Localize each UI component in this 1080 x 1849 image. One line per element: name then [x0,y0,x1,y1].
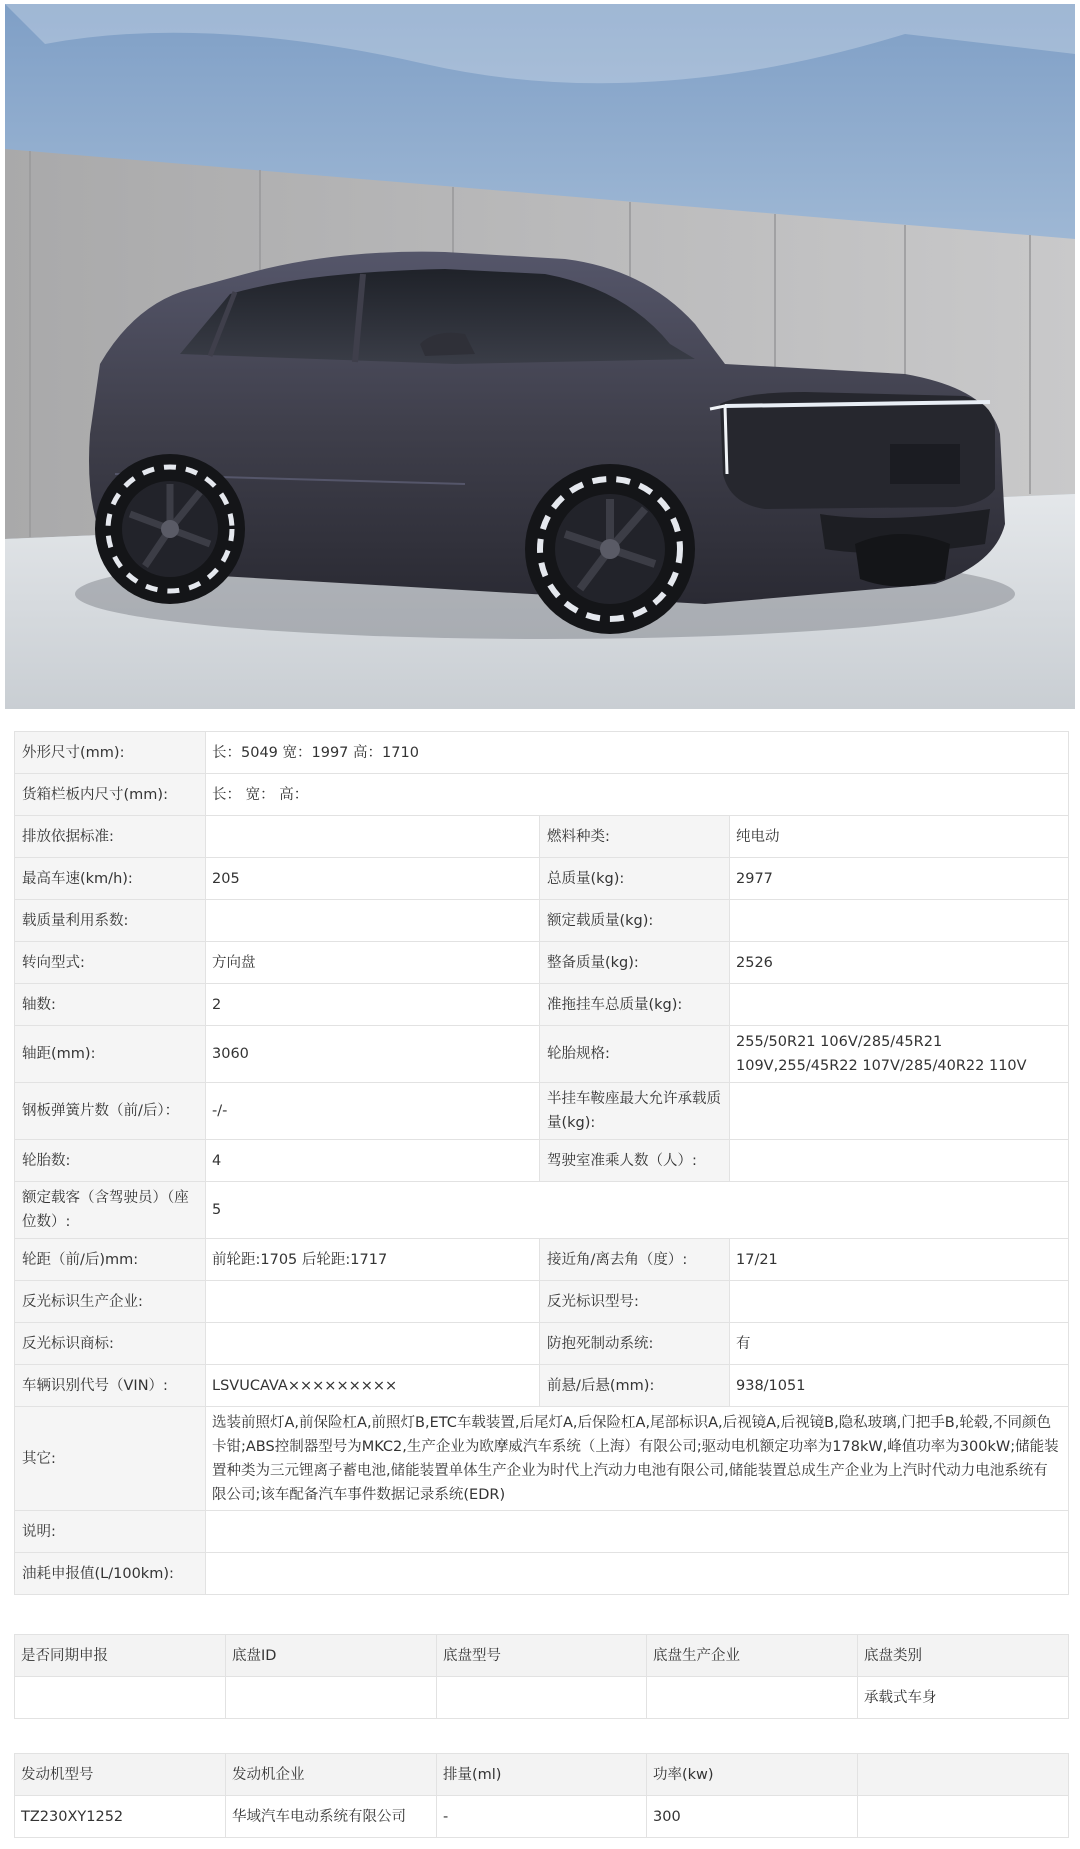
chassis-header-cell: 是否同期申报 [15,1635,226,1677]
spec-label: 准拖挂车总质量(kg): [540,984,730,1026]
spec-label: 钢板弹簧片数（前/后）： [15,1083,206,1140]
spec-label: 整备质量(kg): [540,942,730,984]
spec-label: 驾驶室准乘人数（人）: [540,1140,730,1182]
spec-row [15,1239,1069,1281]
vehicle-photo [5,4,1075,709]
spec-label: 防抱死制动系统: [540,1323,730,1365]
spec-value: 2526 [730,942,1069,984]
spec-label: 最高车速(km/h): [15,858,206,900]
spec-label: 燃料种类: [540,816,730,858]
engine-value-cell: TZ230XY1252 [15,1796,226,1838]
spec-value [730,1281,1069,1323]
chassis-header-cell: 底盘ID [226,1635,437,1677]
spec-value: 4 [206,1140,540,1182]
spec-value [206,1511,1069,1553]
spec-value: 2 [206,984,540,1026]
spec-value: 3060 [206,1026,540,1083]
spec-label: 排放依据标准: [15,816,206,858]
spec-label: 总质量(kg): [540,858,730,900]
spec-value [730,984,1069,1026]
spec-label: 车辆识别代号（VIN）: [15,1365,206,1407]
spec-label: 轮胎数: [15,1140,206,1182]
spec-value: 前轮距:1705 后轮距:1717 [206,1239,540,1281]
spec-row [15,774,1069,816]
chassis-value-cell [647,1677,858,1719]
spec-row [15,816,1069,858]
spec-value: 938/1051 [730,1365,1069,1407]
spec-row [15,1365,1069,1407]
spec-row [15,1553,1069,1595]
engine-value-cell: 300 [647,1796,858,1838]
spec-row [15,1407,1069,1511]
spec-row [15,900,1069,942]
engine-header-cell: 功率(kw) [647,1754,858,1796]
spec-label: 反光标识商标: [15,1323,206,1365]
car-illustration [5,4,1075,709]
spec-value [206,900,540,942]
spec-label: 反光标识型号: [540,1281,730,1323]
spec-value [206,1553,1069,1595]
spec-value: 长：5049 宽：1997 高：1710 [206,732,1069,774]
chassis-table [14,1634,1069,1719]
spec-label: 额定载质量(kg): [540,900,730,942]
spec-label: 转向型式: [15,942,206,984]
spec-row [15,942,1069,984]
spec-label: 前悬/后悬(mm): [540,1365,730,1407]
spec-label: 额定载客（含驾驶员）（座位数）: [15,1182,206,1239]
chassis-value-cell: 承载式车身 [858,1677,1069,1719]
chassis-header-cell: 底盘生产企业 [647,1635,858,1677]
spec-row [15,1026,1069,1083]
spec-label: 轮距（前/后)mm: [15,1239,206,1281]
spec-value [730,1140,1069,1182]
chassis-value-cell [437,1677,647,1719]
spec-value [730,1083,1069,1140]
engine-header-cell: 发动机企业 [226,1754,437,1796]
engine-header-cell: 发动机型号 [15,1754,226,1796]
spec-value: 纯电动 [730,816,1069,858]
spec-row [15,1083,1069,1140]
rear-wheel [95,454,245,604]
spec-label: 轮胎规格: [540,1026,730,1083]
spec-row [15,1511,1069,1553]
engine-header-cell: 排量(ml) [437,1754,647,1796]
spec-value [730,900,1069,942]
spec-label: 接近角/离去角（度）: [540,1239,730,1281]
spec-label: 半挂车鞍座最大允许承载质量(kg): [540,1083,730,1140]
spec-value: 长： 宽： 高： [206,774,1069,816]
spec-label: 载质量利用系数: [15,900,206,942]
spec-row [15,1323,1069,1365]
spec-value: 5 [206,1182,1069,1239]
spec-value: 2977 [730,858,1069,900]
engine-value-row [15,1796,1069,1838]
spec-label: 货箱栏板内尺寸(mm): [15,774,206,816]
spec-value [206,816,540,858]
chassis-value-cell [226,1677,437,1719]
spec-value: LSVUCAVA××××××××× [206,1365,540,1407]
spec-row [15,1182,1069,1239]
chassis-value-cell [15,1677,226,1719]
spec-value [206,1281,540,1323]
engine-header-cell [858,1754,1069,1796]
spec-value: 255/50R21 106V/285/45R21 109V,255/45R22 107V/285/40R22 110V [730,1026,1069,1083]
spec-row [15,858,1069,900]
chassis-value-row [15,1677,1069,1719]
spec-value [206,1323,540,1365]
spec-row [15,984,1069,1026]
spec-row [15,1140,1069,1182]
spec-row [15,732,1069,774]
engine-value-cell: - [437,1796,647,1838]
chassis-header-cell: 底盘型号 [437,1635,647,1677]
spec-value: 有 [730,1323,1069,1365]
spec-row [15,1281,1069,1323]
spec-label: 油耗申报值(L/100km): [15,1553,206,1595]
front-wheel [525,464,695,634]
engine-header-row [15,1754,1069,1796]
spec-table [14,731,1069,1595]
spec-value: -/- [206,1083,540,1140]
chassis-header-cell: 底盘类别 [858,1635,1069,1677]
spec-label: 轴数: [15,984,206,1026]
engine-table [14,1753,1069,1838]
spec-value: 205 [206,858,540,900]
engine-value-cell: 华域汽车电动系统有限公司 [226,1796,437,1838]
spec-label: 说明: [15,1511,206,1553]
spec-value: 选装前照灯A,前保险杠A,前照灯B,ETC车载装置,后尾灯A,后保险杠A,尾部标识A,后视镜A,后视镜B,隐私玻璃,门把手B,轮毂,不同颜色卡钳;ABS控制器型号为MKC2,生产企业为欧摩威汽车系统（上海）有限公司;驱动电机额定功率为178kW,峰值功率为300kW;储能装置种类为三元锂离子蓄电池,储能装置单体生产企业为时代上汽动力电池有限公司,储能装置总成生产企业为上汽时代动力电池系统有限公司;该车配备汽车事件数据记录系统(EDR) [206,1407,1069,1511]
spec-label: 轴距(mm): [15,1026,206,1083]
engine-value-cell [858,1796,1069,1838]
spec-label: 其它: [15,1407,206,1511]
chassis-header-row [15,1635,1069,1677]
spec-value: 方向盘 [206,942,540,984]
spec-label: 外形尺寸(mm): [15,732,206,774]
spec-label: 反光标识生产企业: [15,1281,206,1323]
spec-value: 17/21 [730,1239,1069,1281]
